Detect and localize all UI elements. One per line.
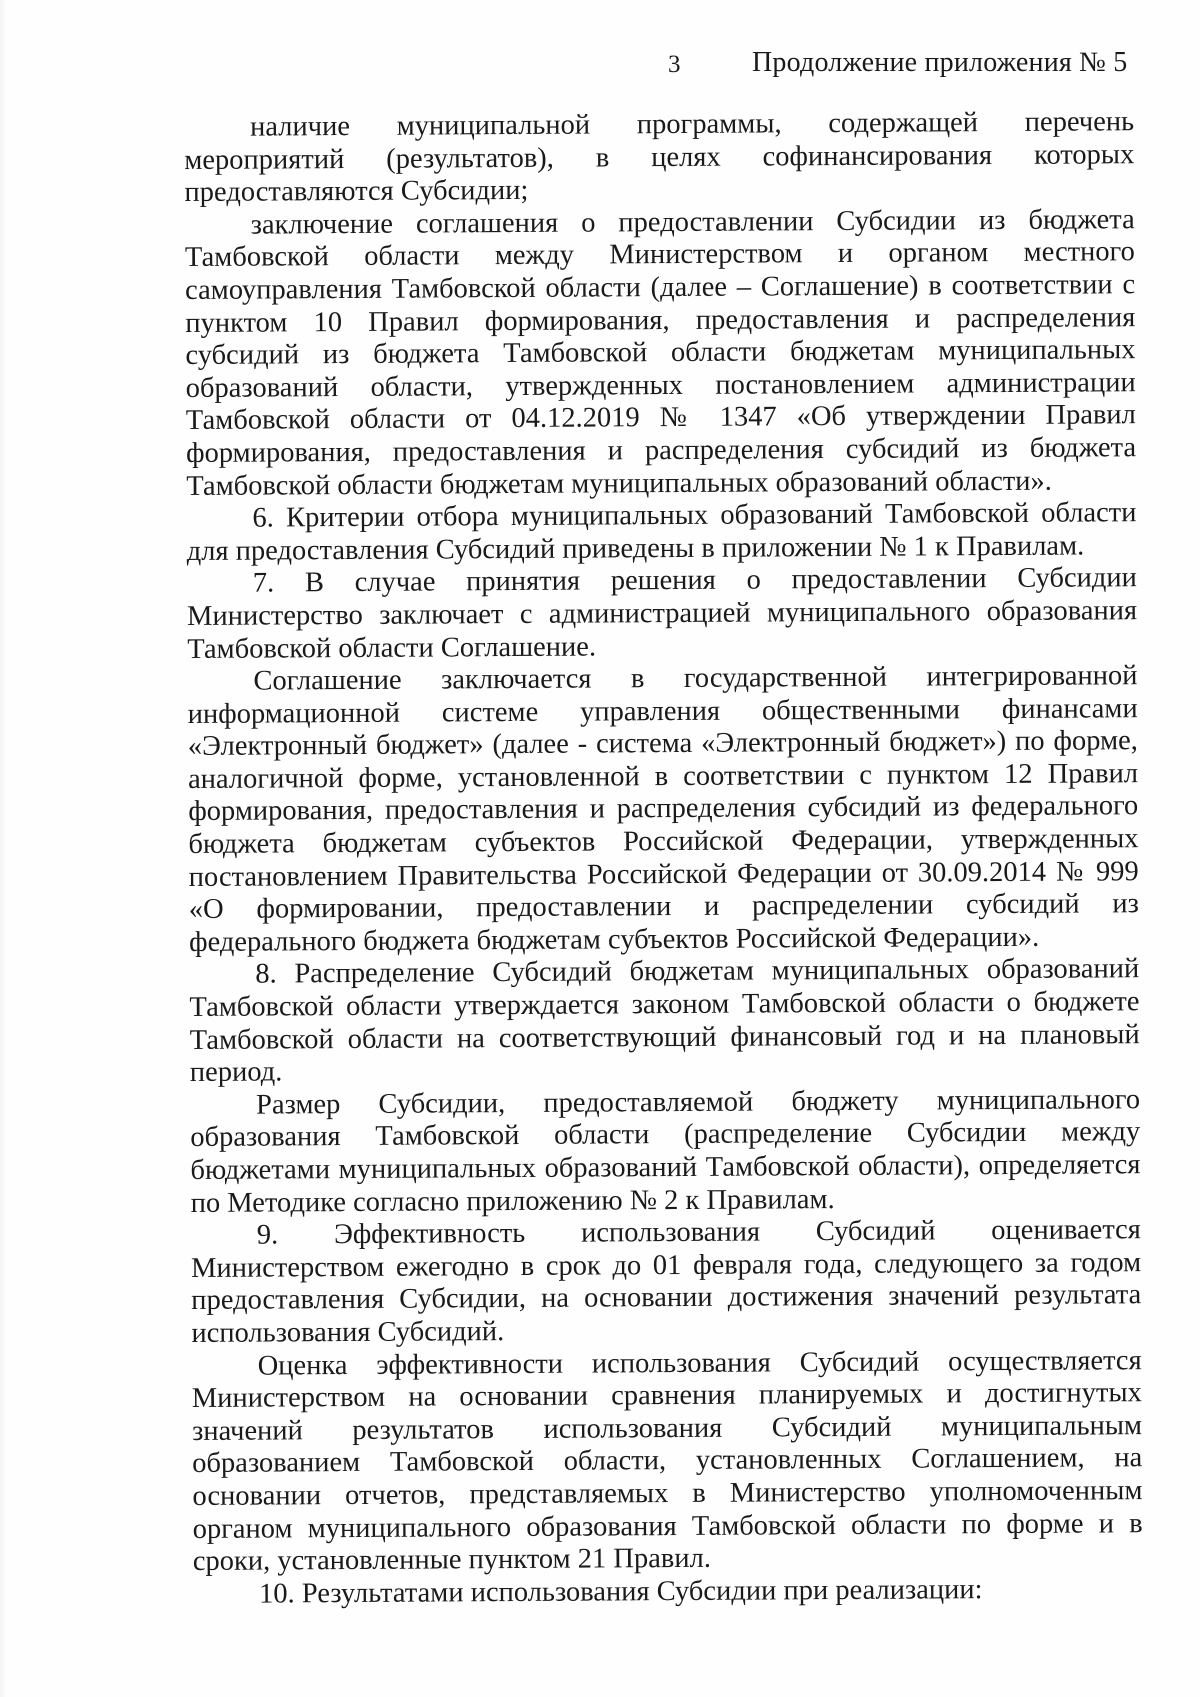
paragraph-item-7: 7. В случае принятия решения о предоставлении Субсидии Министерство заключает с администрацией муниципального образования Тамбовской области Соглашение. <box>186 562 1138 665</box>
paragraph-item-10: 10. Результатами использования Субсидии при реализации: <box>258 1573 983 1610</box>
paragraph-subsidy-amount: Размер Субсидии, предоставляемой бюджету муниципального образования Тамбовской области (распределение Субсидии между бюджетами муниципальных образований Тамбовской области), определяется по Методике согласно приложению № 2 к Правилам. <box>190 1083 1141 1219</box>
paragraph-agreement-system: Соглашение заключается в государственной интегрированной информационной системе управления общественными финансами «Электронный бюджет» (далее - система «Электронный бюджет») по форме, аналогичной форме, установленной в соответствии с пунктом 12 Правил формирования, предоставления и распределения субсидий из федерального бюджета бюджетам субъектов Российской Федерации, утвержденных постановлением Правительства Российской Федерации от 30.09.2014 № 999 «О формировании, предоставлении и распределении субсидий из федерального бюджета бюджетам субъектов Российской Федерации». <box>187 660 1139 958</box>
paragraph-program-requirement: наличие муниципальной программы, содержащей перечень мероприятий (результатов), в целях софинансирования которых предоставляются Субсидии; <box>184 106 1135 209</box>
paragraph-efficiency-assessment: Оценка эффективности использования Субсидий осуществляется Министерством на основании сравнения планируемых и достигнутых значений результатов использования Субсидий муниципальным образованием Тамбовской области, установленных Соглашением, на основании отчетов, представляемых в Министерство уполномоченным органом муниципального образования Тамбовской области по форме и в сроки, установленные пунктом 21 Правил. <box>191 1344 1143 1578</box>
paragraph-item-9: 9. Эффективность использования Субсидий оценивается Министерством ежегодно в срок до 01 февраля года, следующего за годом предоставления Субсидии, на основании достижения значений результата использования Субсидий. <box>190 1214 1142 1349</box>
paragraph-item-6: 6. Критерии отбора муниципальных образований Тамбовской области для предоставления Субсидий приведены в приложении № 1 к Правилам. <box>186 497 1137 567</box>
running-header: Продолжение приложения № 5 <box>752 47 1128 78</box>
paragraph-agreement-requirement: заключение соглашения о предоставлении Субсидии из бюджета Тамбовской области между Министерством и органом местного самоуправления Тамбовской области (далее – Соглашение) в соответствии с пунктом 10 Правил формирования, предоставления и распределения субсидий из бюджета Тамбовской области бюджетам муниципальных образований области, утвержденных постановлением администрации Тамбовской области от 04.12.2019 № 1347 «Об утверждении Правил формирования, предоставления и распределения субсидий из бюджета Тамбовской области бюджетам муниципальных образований области». <box>184 203 1137 502</box>
document-body <box>184 106 1143 1611</box>
paragraph-item-8: 8. Распределение Субсидий бюджетам муниципальных образований Тамбовской области утверждается законом Тамбовской области о бюджете Тамбовской области на соответствующий финансовый год и на плановый период. <box>189 953 1140 1089</box>
scan-edge-shadow <box>0 0 6 1697</box>
page-number: 3 <box>668 51 681 78</box>
